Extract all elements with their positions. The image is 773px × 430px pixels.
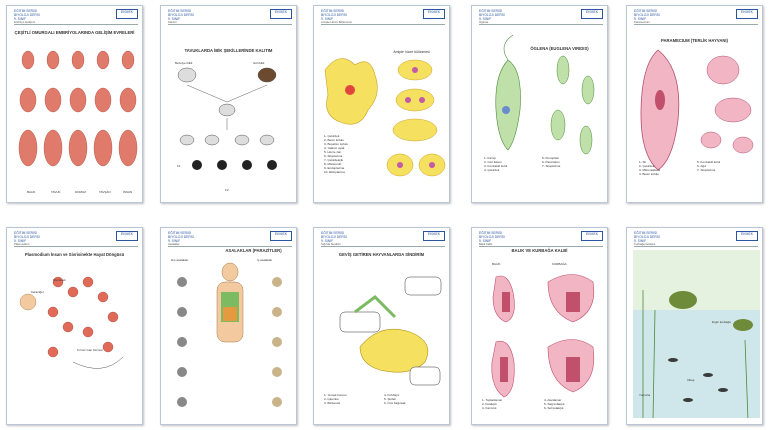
publisher-logo: EKMEK	[270, 231, 292, 241]
card-subtitle: Embriyo Gelişimi	[14, 20, 138, 25]
embryo-label: BALIK	[27, 190, 36, 194]
card-subtitle: Balık Kalbi	[479, 242, 603, 247]
parasite-group-label: Dış asalaklar	[171, 258, 189, 262]
heart-legend-2: 4- Atardamar 5- Sağ kulakçık 6- Sol kulakçık	[544, 398, 565, 410]
ruminant-legend-2: 4- Kırkbayır 5- Şirden 6- İnce bağırsak	[384, 393, 406, 405]
card-subtitle: Sığırda Sindirim	[321, 242, 445, 247]
publisher-logo: EKMEK	[581, 9, 603, 19]
plasmodium-cycle-illustration	[13, 252, 140, 418]
parasites-human-illustration	[167, 252, 294, 418]
card-title: ÇEŞİTLİ OMURGALI EMBRİYOLARINDA GELİŞİM EVRELERİ	[14, 30, 135, 35]
euglena-legend: 1- Kamçı 2- Göz lekesi 3- Kontraktil koful 4- Çekirdek	[484, 156, 508, 172]
card-title: PARAMECIUM (TERLİK HAYVANI)	[661, 38, 728, 43]
publisher-logo: EKMEK	[736, 9, 758, 19]
poster-card-paramecium[interactable]	[626, 5, 763, 203]
card-header: EĞİTİM SERİSİ BİYOLOJİ DERSİ 9. SINIF	[634, 9, 660, 21]
parent-label: Bezelye ibikli	[175, 61, 193, 65]
card-subtitle: Kurbağa Gelişimi	[634, 242, 758, 247]
publisher-logo: EKMEK	[270, 9, 292, 19]
card-header: EĞİTİM SERİSİ BİYOLOJİ DERSİ 9. SINIF	[14, 9, 40, 21]
card-subtitle: Öglena	[479, 20, 603, 25]
publisher-logo: EKMEK	[423, 9, 445, 19]
plasmodium-label: Karaciğer	[31, 290, 44, 294]
publisher-logo: EKMEK	[116, 9, 138, 19]
card-subtitle: Amipte Hücre Bölünmesi	[321, 20, 445, 25]
card-title: Amipte hücre bölünmesi	[393, 50, 430, 54]
poster-card-plasmodium[interactable]	[6, 227, 143, 425]
amoeba-legend: 1- Çekirdek 2- Besin kofulu 3- Boşaltım kofulu 4- Yalancı ayak 5- Hücre zarı 6- Sitoplazma 7- Çekirdekçik 8- Mitokondri 9- Endoplazma 10- Ektoplazma	[324, 134, 349, 174]
card-subtitle: Paramecium	[634, 20, 758, 25]
poster-card-fish-frog-heart[interactable]	[471, 227, 608, 425]
card-subtitle: Plasmodium	[14, 242, 138, 247]
card-header: EĞİTİM SERİSİ BİYOLOJİ DERSİ 9. SINIF	[634, 231, 660, 243]
heart-label: BALIK	[492, 262, 501, 266]
plasmodium-label: Sivrisinek	[53, 278, 66, 282]
card-header: EĞİTİM SERİSİ BİYOLOJİ DERSİ 9. SINIF	[168, 231, 194, 243]
heart-legend: 1- Toplardamar 2- Kulakçık 3- Karıncık	[482, 398, 503, 410]
poster-card-frog-metamorphosis[interactable]	[626, 227, 763, 425]
embryo-label: İNSAN	[123, 190, 133, 194]
stage-label: Yumurta	[639, 393, 651, 397]
paramecium-legend-2: 5- Kontraktil koful 6- Ağız 7- Sitoplazma	[697, 160, 721, 172]
poster-card-chicken-inheritance[interactable]	[160, 5, 297, 203]
ruminant-legend: 1- Yemek borusu 2- İşkembe 3- Börkenek	[324, 393, 347, 405]
card-header: EĞİTİM SERİSİ BİYOLOJİ DERSİ 9. SINIF	[168, 9, 194, 21]
card-header: EĞİTİM SERİSİ BİYOLOJİ DERSİ 9. SINIF	[321, 231, 347, 243]
card-header: EĞİTİM SERİSİ BİYOLOJİ DERSİ 9. SINIF	[321, 9, 347, 21]
card-title: GEVİŞ GETİREN HAYVANLARDA SİNDİRİM	[338, 252, 425, 257]
parasite-group-label: İç asalaklar	[257, 258, 273, 262]
heart-label: KURBAĞA	[552, 262, 567, 266]
card-header: EĞİTİM SERİSİ BİYOLOJİ DERSİ 9. SINIF	[479, 9, 505, 21]
publisher-logo: EKMEK	[736, 231, 758, 241]
embryo-label: TAVŞAN	[99, 190, 111, 194]
embryo-label: DOMUZ	[75, 190, 86, 194]
embryo-grid-illustration	[13, 30, 140, 196]
card-title: Plasmodium İnsan ve Sivrisinekte Hayat Döngüsü	[24, 252, 125, 257]
card-title: BALIK VE KURBAĞA KALBİ	[511, 248, 568, 253]
euglena-legend-2: 5- Kloroplast 6- Paramilum 7- Sitoplazma	[542, 156, 561, 168]
poster-card-euglena[interactable]	[471, 5, 608, 203]
poster-card-embryos[interactable]	[6, 5, 143, 203]
poster-card-ruminant-digestion[interactable]	[313, 227, 450, 425]
generation-label: F2	[225, 188, 229, 192]
card-title: ASALAKLAR (PARAZİTLER)	[225, 248, 282, 253]
stage-label: İribaş	[687, 378, 695, 382]
poster-card-amoeba[interactable]	[313, 5, 450, 203]
card-header: EĞİTİM SERİSİ BİYOLOJİ DERSİ 9. SINIF	[479, 231, 505, 243]
publisher-logo: EKMEK	[581, 231, 603, 241]
card-header: EĞİTİM SERİSİ BİYOLOJİ DERSİ 9. SINIF	[14, 231, 40, 243]
card-subtitle: Kalıtım	[168, 20, 292, 25]
poster-card-parasites[interactable]	[160, 227, 297, 425]
plasmodium-label: Kırmızı kan hücresi	[77, 348, 103, 352]
heart-comparison-illustration	[478, 252, 605, 418]
embryo-label: TAVUK	[51, 190, 61, 194]
card-title: ÖGLENA (EUGLENA VIRIDIS)	[530, 46, 589, 51]
frog-pond-illustration	[633, 248, 760, 418]
stage-label: Ergin kurbağa	[712, 320, 731, 324]
generation-label: F1	[177, 164, 181, 168]
publisher-logo: EKMEK	[116, 231, 138, 241]
publisher-logo: EKMEK	[423, 231, 445, 241]
chicken-cross-illustration	[167, 30, 294, 196]
paramecium-legend: 1- Sil 2- Çekirdek 3- Mikronükleus 4- Besin kofulu	[639, 160, 661, 176]
card-subtitle: Asalaklar	[168, 242, 292, 247]
card-title: TAVUKLARDA İBİK ŞEKİLLERİNDE KALITIM	[184, 48, 273, 53]
parent-label: Gül ibikli	[253, 61, 265, 65]
